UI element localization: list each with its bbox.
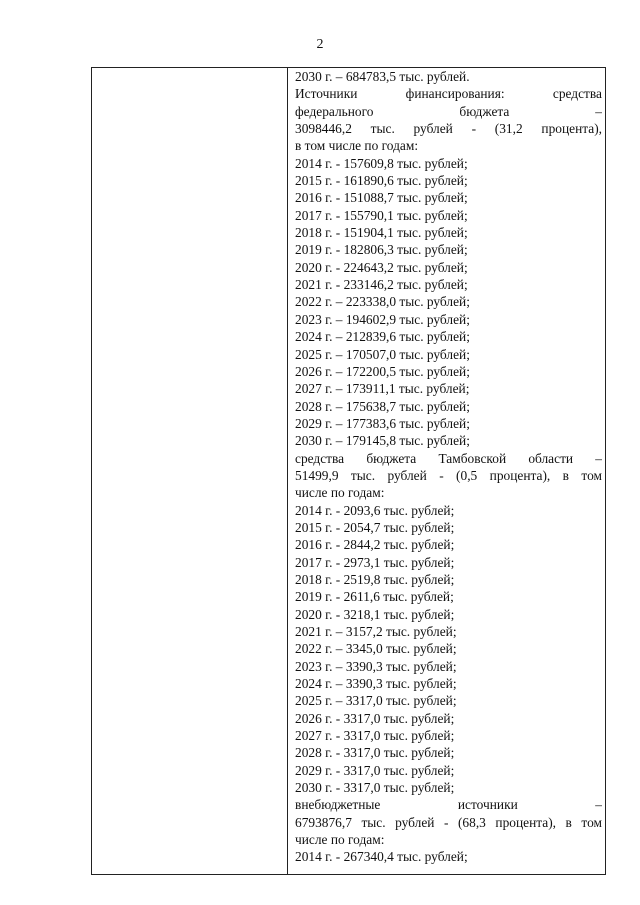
text-line: средства бюджета Тамбовской области –: [295, 450, 602, 466]
page-number: 2: [316, 37, 324, 52]
text-line: федерального бюджета –: [295, 103, 602, 119]
text-line: 2017 г. - 155790,1 тыс. рублей;: [295, 207, 468, 223]
text-line: 2022 г. – 3345,0 тыс. рублей;: [295, 641, 457, 657]
table-right-cell: [295, 68, 602, 866]
text-line: 2021 г. - 233146,2 тыс. рублей;: [295, 277, 468, 293]
text-line: 2024 г. – 3390,3 тыс. рублей;: [295, 676, 457, 692]
table-column-divider: [287, 68, 288, 874]
text-line: 2014 г. - 267340,4 тыс. рублей;: [295, 849, 468, 865]
text-line: 2024 г. – 212839,6 тыс. рублей;: [295, 329, 470, 345]
text-line: 2014 г. - 2093,6 тыс. рублей;: [295, 502, 455, 518]
text-line: 2030 г. – 684783,5 тыс. рублей.: [295, 69, 470, 84]
text-line: 2023 г. – 3390,3 тыс. рублей;: [295, 658, 457, 674]
text-line: числе по годам:: [295, 832, 385, 848]
text-line: 2014 г. - 157609,8 тыс. рублей;: [295, 155, 468, 171]
text-line: 2025 г. – 170507,0 тыс. рублей;: [295, 346, 470, 362]
text-line: 2020 г. - 224643,2 тыс. рублей;: [295, 259, 468, 275]
text-line: числе по годам:: [295, 485, 385, 501]
text-line: внебюджетные источники –: [295, 797, 602, 813]
text-line: 51499,9 тыс. рублей - (0,5 процента), в том: [295, 467, 602, 483]
text-line: 3098446,2 тыс. рублей - (31,2 процента),: [295, 121, 602, 137]
text-line: 2026 г. - 3317,0 тыс. рублей;: [295, 710, 455, 726]
text-line: 2015 г. - 161890,6 тыс. рублей;: [295, 173, 468, 189]
text-line: 2016 г. - 151088,7 тыс. рублей;: [295, 190, 468, 206]
text-line: 2021 г. – 3157,2 тыс. рублей;: [295, 624, 457, 639]
text-line: 2019 г. - 2611,6 тыс. рублей;: [295, 589, 454, 605]
text-line: 2030 г. – 179145,8 тыс. рублей;: [295, 433, 470, 449]
text-line: 2023 г. – 194602,9 тыс. рублей;: [295, 311, 470, 327]
text-line: 2025 г. – 3317,0 тыс. рублей;: [295, 693, 457, 709]
text-line: 2017 г. - 2973,1 тыс. рублей;: [295, 554, 455, 570]
text-line: 2020 г. - 3218,1 тыс. рублей;: [295, 606, 455, 622]
text-line: 2015 г. - 2054,7 тыс. рублей;: [295, 519, 455, 535]
text-line: 2026 г. – 172200,5 тыс. рублей;: [295, 363, 470, 379]
text-line: 2018 г. - 2519,8 тыс. рублей;: [295, 571, 455, 587]
funding-table: [91, 67, 606, 875]
text-line: 2027 г. – 173911,1 тыс. рублей;: [295, 381, 470, 397]
text-line: 2029 г. - 3317,0 тыс. рублей;: [295, 762, 455, 778]
text-line: 2016 г. - 2844,2 тыс. рублей;: [295, 537, 455, 553]
text-line: 2027 г. - 3317,0 тыс. рублей;: [295, 728, 455, 744]
text-line: 2019 г. - 182806,3 тыс. рублей;: [295, 242, 468, 258]
text-line: 2029 г. – 177383,6 тыс. рублей;: [295, 415, 470, 431]
text-line: 2028 г. - 3317,0 тыс. рублей;: [295, 745, 455, 761]
text-line: 2018 г. - 151904,1 тыс. рублей;: [295, 225, 468, 241]
text-line: Источники финансирования: средства: [295, 86, 602, 102]
text-line: 2022 г. – 223338,0 тыс. рублей;: [295, 294, 470, 310]
text-line: 2030 г. - 3317,0 тыс. рублей;: [295, 780, 455, 796]
text-line: в том числе по годам:: [295, 138, 419, 154]
text-line: 2028 г. – 175638,7 тыс. рублей;: [295, 398, 470, 414]
text-line: 6793876,7 тыс. рублей - (68,3 процента), в том: [295, 814, 602, 830]
